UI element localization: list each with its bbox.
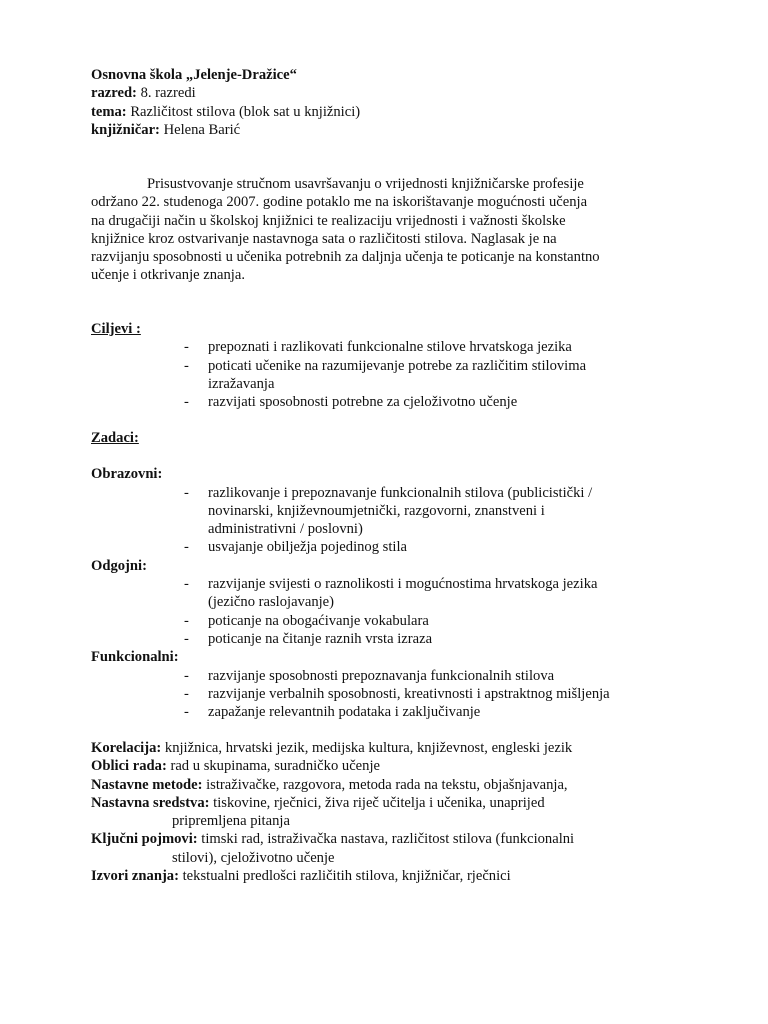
list-marker: - [184, 357, 189, 374]
sources-label: Izvori znanja: [91, 868, 179, 885]
educational-heading: Obrazovni: [91, 466, 163, 483]
list-item-text: (jezično raslojavanje) [208, 594, 335, 611]
list-item-text: prepoznati i razlikovati funkcionalne stilove hrvatskoga jezika [208, 339, 572, 356]
work-forms-value: rad u skupinama, suradničko učenje [170, 758, 380, 775]
goals-heading: Ciljevi : [91, 321, 141, 337]
sources-line [91, 867, 691, 885]
list-item-text: zapažanje relevantnih podataka i zaključivanje [208, 704, 481, 721]
functional-list [91, 667, 691, 722]
librarian-label: knjižničar: [91, 121, 160, 138]
work-forms-label: Oblici rada: [91, 758, 167, 775]
list-item [91, 484, 691, 539]
librarian-value: Helena Barić [163, 121, 241, 138]
topic-label: tema: [91, 103, 127, 120]
topic-value: Različitost stilova (blok sat u knjižnici) [130, 103, 361, 120]
grade-label: razred: [91, 85, 137, 102]
intro-line: razvijanju sposobnosti u učenika potrebnih za daljnja učenja te poticanje na konstantno [91, 249, 600, 266]
list-item [91, 338, 691, 356]
correlation-value: knjižnica, hrvatski jezik, medijska kultura, književnost, engleski jezik [164, 740, 573, 756]
list-item [91, 538, 691, 556]
list-item-text: razvijanje sposobnosti prepoznavanja funkcionalnih stilova [208, 667, 555, 684]
work-forms-line [91, 757, 691, 775]
functional-heading: Funkcionalni: [91, 649, 179, 666]
intro-line: održano 22. studenoga 2007. godine potaklo me na iskorištavanje mogućnosti učenja [91, 194, 588, 211]
list-marker: - [184, 630, 189, 647]
list-item-text: administrativni / poslovni) [208, 521, 363, 538]
intro-line: učenje i otkrivanje znanja. [91, 267, 245, 284]
intro-line: Prisustvovanje stručnom usavršavanju o vrijednosti knjižničarske profesije [147, 176, 584, 192]
intro-line: knjižnice kroz ostvarivanje nastavnoga sata o različitosti stilova. Naglasak je na [91, 230, 557, 247]
list-item [91, 612, 691, 630]
lesson-details [91, 739, 691, 885]
concepts-line-continued: stilovi), cjeloživotno učenje [172, 849, 335, 866]
list-marker: - [184, 685, 189, 702]
list-marker: - [184, 539, 189, 556]
list-item-text: razvijati sposobnosti potrebne za cjeloživotno učenje [208, 394, 518, 411]
intro-paragraph [91, 175, 691, 285]
grade-line [91, 84, 691, 102]
topic-line [91, 103, 691, 121]
list-item [91, 357, 691, 394]
methods-value: istraživačke, razgovora, metoda rada na tekstu, objašnjavanja, [206, 776, 568, 793]
methods-line [91, 776, 691, 794]
list-item-text: poticanje na čitanje raznih vrsta izraza [208, 630, 433, 647]
document-header [91, 66, 691, 139]
list-marker: - [184, 667, 189, 684]
correlation-label: Korelacija: [91, 740, 162, 756]
list-marker: - [184, 576, 189, 593]
tasks-section [91, 429, 691, 721]
list-item [91, 393, 691, 411]
list-marker: - [184, 484, 189, 501]
correlation-line [91, 739, 691, 757]
concepts-label: Ključni pojmovi: [91, 831, 198, 848]
list-item-text: usvajanje obilježja pojedinog stila [208, 539, 407, 556]
list-marker: - [184, 704, 189, 721]
tasks-heading: Zadaci: [91, 430, 139, 446]
school-name: Osnovna škola „Jelenje-Dražice“ [91, 67, 297, 83]
librarian-line [91, 121, 691, 139]
methods-label: Nastavne metode: [91, 776, 203, 793]
list-marker: - [184, 394, 189, 411]
means-value: tiskovine, rječnici, živa riječ učitelja i učenika, unaprijed [213, 794, 545, 811]
list-item [91, 703, 691, 721]
goals-list [91, 338, 691, 411]
grade-value: 8. razredi [140, 85, 196, 102]
list-item-text: razlikovanje i prepoznavanje funkcionalnih stilova (publicistički / [208, 484, 593, 501]
means-label: Nastavna sredstva: [91, 794, 210, 811]
concepts-value: timski rad, istraživačka nastava, različitost stilova (funkcionalni [201, 831, 575, 848]
intro-line: na drugačiji način u školskoj knjižnici te realizaciju vrijednosti i važnosti školske [91, 212, 566, 229]
list-item-text: izražavanja [208, 375, 275, 392]
list-item [91, 667, 691, 685]
upbringing-list [91, 575, 691, 648]
list-item-text: novinarski, književnoumjetnički, razgovorni, znanstveni i [208, 502, 545, 519]
list-item-text: poticati učenike na razumijevanje potrebe za različitim stilovima [208, 357, 587, 374]
educational-list [91, 484, 691, 557]
goals-section [91, 320, 691, 411]
list-item-text: razvijanje svijesti o raznolikosti i mogućnostima hrvatskoga jezika [208, 576, 598, 593]
list-item-text: poticanje na obogaćivanje vokabulara [208, 612, 429, 629]
list-item [91, 685, 691, 703]
means-line-continued: pripremljena pitanja [172, 813, 290, 830]
upbringing-heading: Odgojni: [91, 557, 147, 574]
list-item [91, 630, 691, 648]
list-item-text: razvijanje verbalnih sposobnosti, kreativnosti i apstraktnog mišljenja [208, 685, 610, 702]
means-line [91, 794, 691, 812]
concepts-line [91, 830, 691, 848]
list-marker: - [184, 339, 189, 356]
list-item [91, 575, 691, 612]
list-marker: - [184, 612, 189, 629]
sources-value: tekstualni predlošci različitih stilova, knjižničar, rječnici [182, 868, 511, 885]
